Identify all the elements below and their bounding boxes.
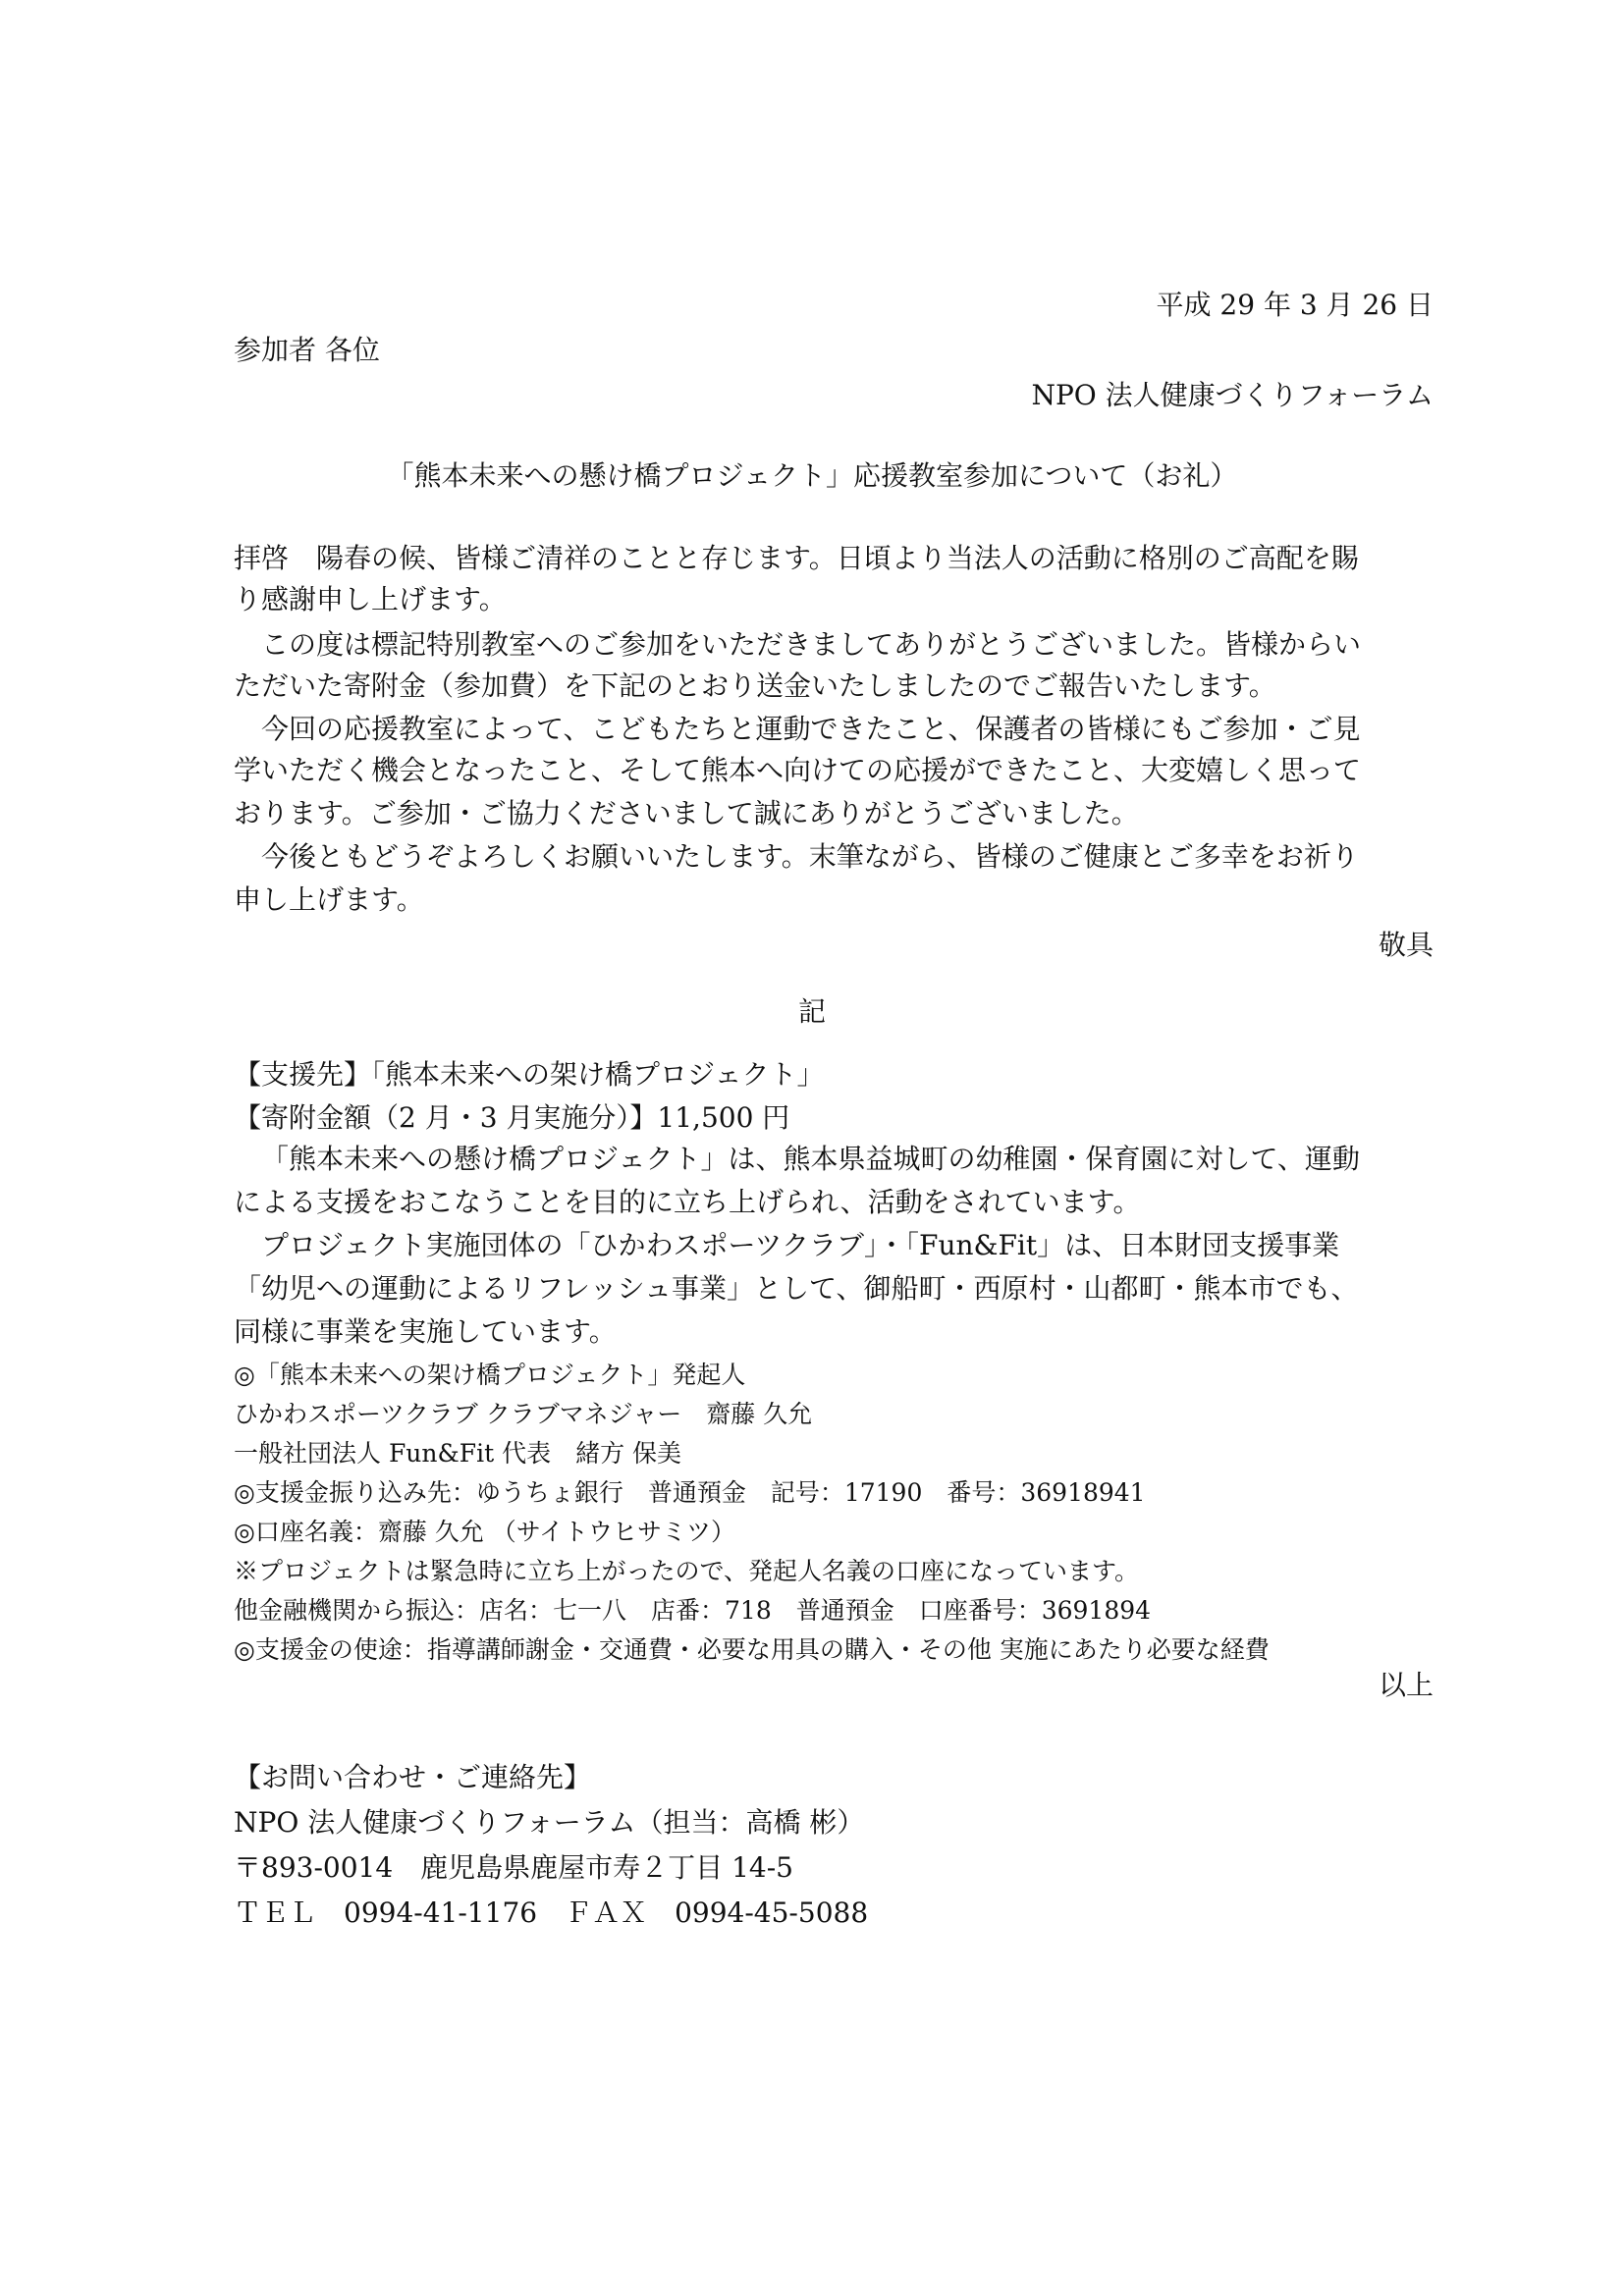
detail-line: 「熊本未来への懸け橋プロジェクト」は、熊本県益城町の幼稚園・保育園に対して、運動 — [261, 1143, 1360, 1175]
closing-ijou: 以上 — [1378, 1669, 1434, 1701]
contact-address: 〒893-0014 鹿児島県鹿屋市寿２丁目 14-5 — [234, 1851, 793, 1884]
usage-info: ◎支援金の使途：指導講師謝金・交通費・必要な用具の購入・その他 実施にあたり必要な経費 — [234, 1635, 1270, 1664]
body-line: り感謝申し上げます。 — [234, 583, 507, 615]
body-line: 申し上げます。 — [234, 883, 424, 916]
founder: 一般社団法人 Fun&Fit 代表 緒方 保美 — [234, 1439, 682, 1468]
support-to: 【支援先】「熊本未来への架け橋プロジェクト」 — [234, 1058, 825, 1091]
detail-line: 「幼児への運動によるリフレッシュ事業」として、御船町・西原村・山都町・熊本市でも、 — [234, 1272, 1359, 1305]
detail-line: による支援をおこなうことを目的に立ち上げられ、活動をされています。 — [234, 1186, 1141, 1218]
detail-line: 同様に事業を実施しています。 — [234, 1315, 617, 1348]
bank-info: ◎支援金振り込み先：ゆうちょ銀行 普通預金 記号：17190 番号：36918941 — [234, 1478, 1146, 1507]
ki-heading: 記 — [797, 995, 826, 1028]
founder: ひかわスポーツクラブ クラブマネジャー 齋藤 久允 — [234, 1400, 813, 1428]
contact-heading: 【お問い合わせ・ご連絡先】 — [234, 1761, 592, 1793]
other-bank-info: 他金融機関から振込：店名：七一八 店番：718 普通預金 口座番号：3691894 — [234, 1596, 1152, 1625]
body-line: 学いただく機会となったこと、そして熊本へ向けての応援ができたこと、大変嬉しく思って — [234, 754, 1362, 786]
account-name: ◎口座名義：齋藤 久允 （サイトウヒサミツ） — [234, 1518, 735, 1546]
body-line: 拝啓 陽春の候、皆様ご清祥のことと存じます。日頃より当法人の活動に格別のご高配を賜 — [234, 542, 1359, 574]
body-line: おります。ご参加・ご協力くださいまして誠にありがとうございました。 — [234, 797, 1139, 829]
body-line: 今回の応援教室によって、こどもたちと運動できたこと、保護者の皆様にもご参加・ご見 — [261, 713, 1361, 745]
page-title: 「熊本未来への懸け橋プロジェクト」応援教室参加について（お礼） — [386, 459, 1238, 492]
sender: NPO 法人健康づくりフォーラム — [1031, 379, 1434, 411]
body-line: この度は標記特別教室へのご参加をいただきましてありがとうございました。皆様からい — [261, 628, 1362, 661]
body-line: 今後ともどうぞよろしくお願いいたします。末筆ながら、皆様のご健康とご多幸をお祈り — [261, 840, 1359, 873]
donation-amount: 【寄附金額（2 月・3 月実施分）】11,500 円 — [234, 1101, 790, 1134]
date: 平成 29 年 3 月 26 日 — [1156, 289, 1434, 321]
contact-org: NPO 法人健康づくりフォーラム（担当：高橋 彬） — [234, 1806, 865, 1839]
closing-keigu: 敬具 — [1378, 929, 1434, 961]
contact-phone: ＴＥＬ 0994-41-1176 ＦＡＸ 0994-45-5088 — [234, 1896, 869, 1929]
addressee: 参加者 各位 — [234, 334, 380, 366]
body-line: ただいた寄附金（参加費）を下記のとおり送金いたしましたのでご報告いたします。 — [234, 669, 1276, 702]
detail-line: プロジェクト実施団体の「ひかわスポーツクラブ」・「Fun&Fit」は、日本財団支援事業 — [261, 1229, 1340, 1261]
founders-heading: ◎「熊本未来への架け橋プロジェクト」発起人 — [234, 1361, 746, 1389]
note: ※プロジェクトは緊急時に立ち上がったので、発起人名義の口座になっています。 — [234, 1557, 1140, 1585]
